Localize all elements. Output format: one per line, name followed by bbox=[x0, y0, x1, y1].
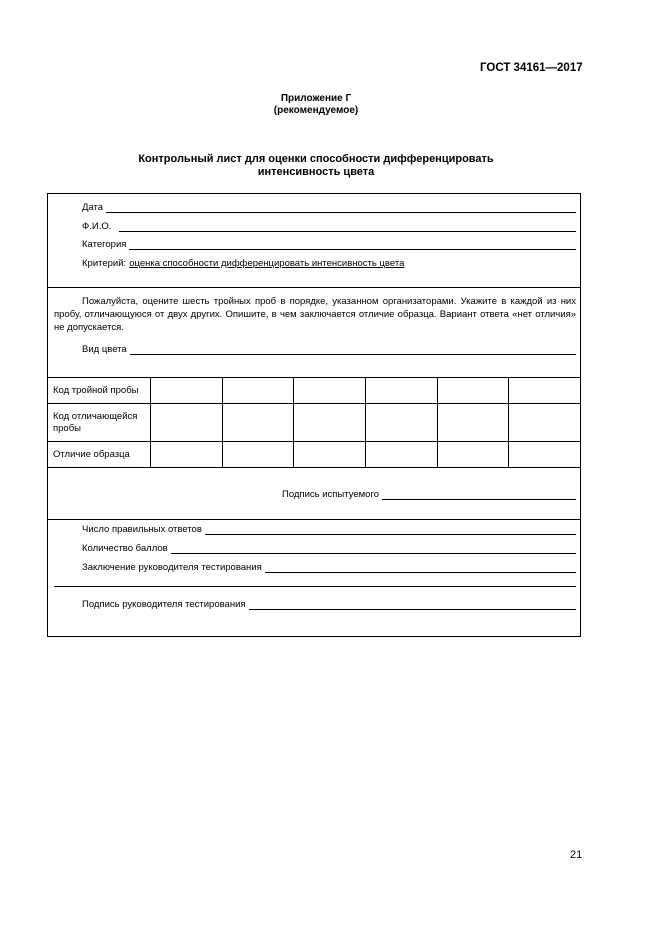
conclusion-label: Заключение руководителя тестирования bbox=[82, 562, 262, 573]
correct-answers-row bbox=[82, 524, 576, 535]
table-cell[interactable] bbox=[151, 378, 223, 404]
info-section bbox=[48, 194, 580, 288]
table-cell[interactable] bbox=[294, 404, 366, 442]
form-title-line-2: интенсивность цвета bbox=[257, 166, 375, 178]
table-row bbox=[48, 442, 581, 468]
supervisor-signature-row bbox=[82, 599, 576, 610]
color-type-label: Вид цвета bbox=[82, 344, 127, 355]
instructions-section bbox=[48, 288, 580, 378]
name-field[interactable] bbox=[119, 221, 576, 232]
table-cell[interactable] bbox=[509, 404, 581, 442]
date-label: Дата bbox=[82, 202, 104, 213]
form-title-line-1: Контрольный лист для оценки способности дифференцировать bbox=[138, 153, 494, 165]
correct-answers-label: Число правильных ответов bbox=[82, 524, 202, 535]
table-cell[interactable] bbox=[151, 442, 223, 468]
table-cell[interactable] bbox=[365, 378, 437, 404]
conclusion-row bbox=[82, 562, 576, 573]
table-cell[interactable] bbox=[437, 378, 509, 404]
name-label: Ф.И.О. bbox=[82, 221, 112, 232]
criterion-label: Критерий: bbox=[82, 258, 127, 269]
correct-answers-field[interactable] bbox=[205, 524, 576, 535]
evaluation-table bbox=[47, 377, 581, 468]
category-label: Категория bbox=[82, 239, 127, 250]
tester-signature-label: Подпись испытуемого bbox=[282, 489, 380, 500]
color-type-field[interactable] bbox=[130, 344, 576, 355]
table-cell[interactable] bbox=[365, 404, 437, 442]
conclusion-continuation-line[interactable] bbox=[54, 586, 576, 587]
conclusion-field[interactable] bbox=[265, 562, 576, 573]
score-label: Количество баллов bbox=[82, 543, 168, 554]
criterion-row bbox=[82, 258, 576, 269]
date-field[interactable] bbox=[106, 202, 576, 213]
table-cell[interactable] bbox=[222, 404, 294, 442]
table-cell[interactable] bbox=[294, 442, 366, 468]
score-row bbox=[82, 543, 576, 554]
checklist-form bbox=[47, 193, 581, 637]
table-cell[interactable] bbox=[151, 404, 223, 442]
name-row bbox=[82, 221, 576, 232]
date-row bbox=[82, 202, 576, 213]
table-cell[interactable] bbox=[509, 442, 581, 468]
signature-section bbox=[48, 468, 580, 520]
annex-title: Приложение Г bbox=[280, 93, 352, 104]
criterion-value: оценка способности дифференцировать интенсивность цвета bbox=[129, 258, 405, 269]
category-field[interactable] bbox=[129, 239, 576, 250]
table-cell[interactable] bbox=[294, 378, 366, 404]
tester-signature-field[interactable] bbox=[382, 489, 576, 500]
table-cell[interactable] bbox=[437, 442, 509, 468]
table-cell[interactable] bbox=[222, 442, 294, 468]
category-row bbox=[82, 239, 576, 250]
table-row bbox=[48, 378, 581, 404]
table-row bbox=[48, 404, 581, 442]
results-section bbox=[48, 520, 580, 638]
supervisor-signature-label: Подпись руководителя тестирования bbox=[82, 599, 246, 610]
row-label-sample-difference: Отличие образца bbox=[48, 442, 151, 468]
score-field[interactable] bbox=[171, 543, 576, 554]
table-cell[interactable] bbox=[509, 378, 581, 404]
document-code: ГОСТ 34161—2017 bbox=[480, 62, 583, 74]
color-type-row bbox=[82, 344, 576, 355]
instructions-text: Пожалуйста, оцените шесть тройных проб в порядке, указанном организаторами. Укажите в каждой из них пробу, отличающуюся от двух других. Опишите, в чем заключается отличие образца. Вариант ответа «нет отличия» не допускается. bbox=[54, 296, 576, 333]
table-cell[interactable] bbox=[222, 378, 294, 404]
table-cell[interactable] bbox=[437, 404, 509, 442]
row-label-triple-code: Код тройной пробы bbox=[48, 378, 151, 404]
page-number: 21 bbox=[570, 849, 583, 861]
supervisor-signature-field[interactable] bbox=[249, 599, 576, 610]
tester-signature-row bbox=[282, 489, 576, 500]
annex-subtitle: (рекомендуемое) bbox=[273, 105, 359, 116]
table-cell[interactable] bbox=[365, 442, 437, 468]
row-label-different-code: Код отличающейся пробы bbox=[48, 404, 151, 442]
